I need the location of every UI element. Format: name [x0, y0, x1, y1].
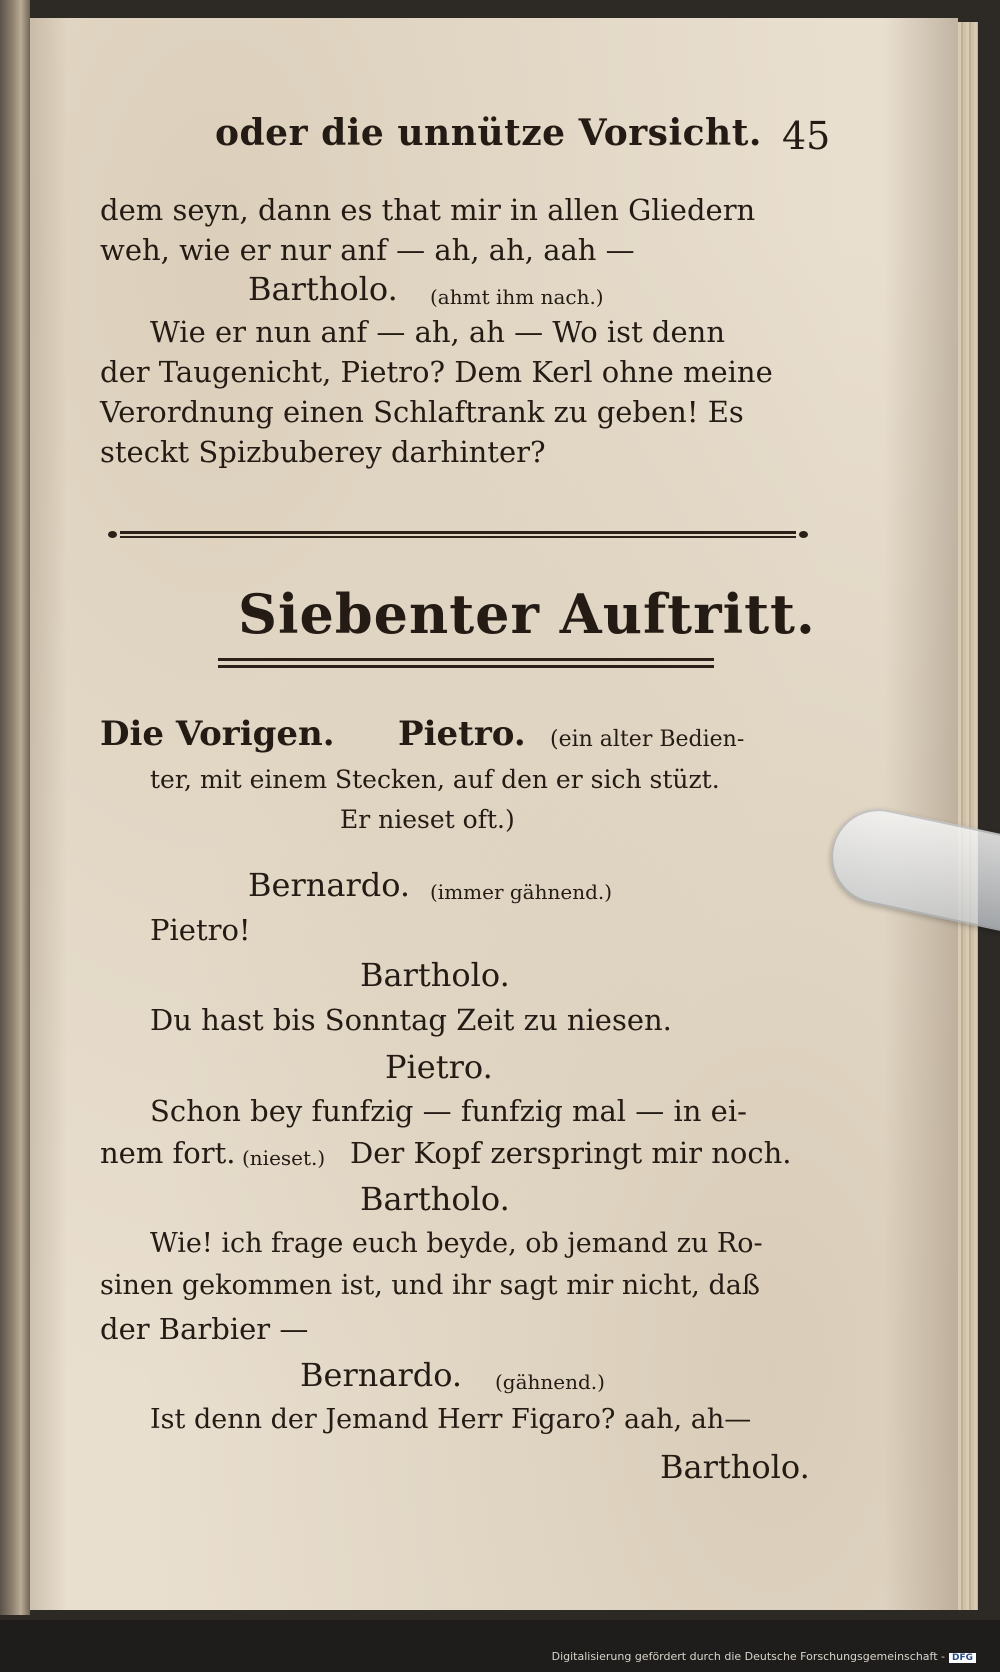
- speaker-name: Bartholo.: [360, 1180, 510, 1218]
- text-line: Ist denn der Jemand Herr Figaro? aah, ah—: [150, 1404, 752, 1435]
- text-line: Wie! ich frage euch beyde, ob jemand zu Ro-: [150, 1228, 763, 1259]
- dfg-logo: DFG: [949, 1653, 976, 1663]
- text-line: Wie er nun anf — ah, ah — Wo ist denn: [150, 315, 726, 349]
- cast-heading: Die Vorigen.: [100, 714, 335, 754]
- text-line: Verordnung einen Schlaftrank zu geben! Es: [100, 395, 744, 429]
- stage-direction: (gähnend.): [495, 1370, 605, 1394]
- speaker-name: Bernardo.: [248, 866, 411, 904]
- text-line: der Taugenicht, Pietro? Dem Kerl ohne meine: [100, 355, 773, 389]
- cast-description: (ein alter Bedien-: [550, 727, 745, 752]
- text-line: sinen gekommen ist, und ihr sagt mir nicht, daß: [100, 1270, 760, 1301]
- catchword: Bartholo.: [660, 1448, 810, 1486]
- text-line: steckt Spizbuberey darhinter?: [100, 435, 546, 469]
- cast-description: ter, mit einem Stecken, auf den er sich stüzt.: [150, 765, 720, 794]
- facing-page-edge: [0, 0, 30, 1615]
- text-line: nem fort.: [100, 1136, 236, 1170]
- running-header: oder die unnütze Vorsicht.: [215, 112, 762, 154]
- text-line: dem seyn, dann es that mir in allen Gliedern: [100, 193, 756, 227]
- cast-name: Pietro.: [398, 714, 526, 754]
- title-double-rule: [218, 658, 714, 670]
- text-line: weh, wie er nur anf — ah, ah, aah —: [100, 233, 635, 267]
- speaker-name: Bartholo.: [360, 956, 510, 994]
- speaker-name: Pietro.: [385, 1048, 493, 1086]
- stage-direction: (immer gähnend.): [430, 880, 613, 904]
- text-line: Der Kopf zerspringt mir noch.: [350, 1136, 792, 1170]
- text-line: Du hast bis Sonntag Zeit zu niesen.: [150, 1003, 672, 1037]
- speaker-name: Bernardo.: [300, 1356, 463, 1394]
- cast-description: Er nieset oft.): [340, 805, 515, 834]
- text-line: Pietro!: [150, 913, 251, 947]
- page-number: 45: [782, 114, 831, 158]
- stage-direction: (nieset.): [242, 1146, 326, 1170]
- text-line: Schon bey funfzig — funfzig mal — in ei-: [150, 1094, 747, 1128]
- speaker-name: Bartholo.: [248, 270, 398, 308]
- digitization-credit: [552, 1650, 976, 1663]
- credit-text: Digitalisierung gefördert durch die Deutsche Forschungsgemeinschaft -: [551, 1650, 945, 1663]
- scan-footer-strip: [0, 1620, 1000, 1672]
- ornamental-rule: [108, 530, 808, 540]
- scene-title: Siebenter Auftritt.: [238, 582, 816, 646]
- stage-direction: (ahmt ihm nach.): [430, 285, 604, 309]
- text-line: der Barbier —: [100, 1312, 309, 1346]
